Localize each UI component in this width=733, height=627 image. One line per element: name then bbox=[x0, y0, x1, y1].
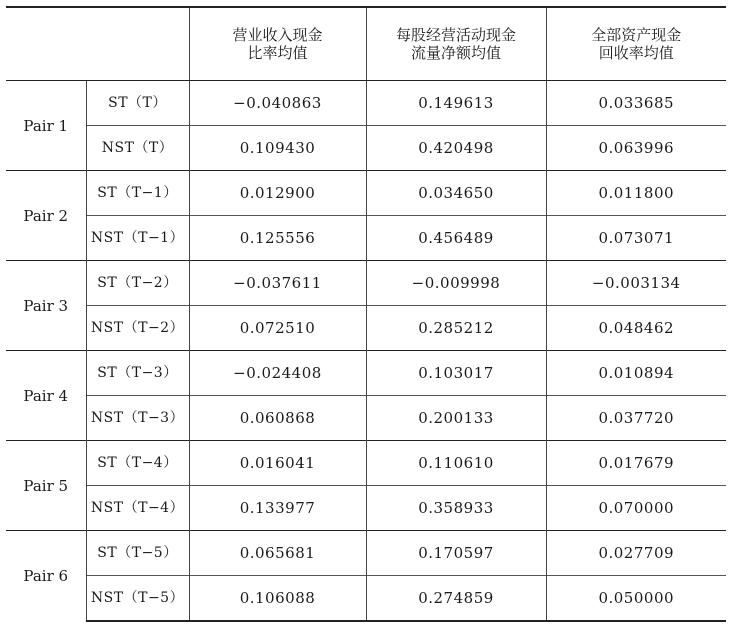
group-label: Pair 5 bbox=[6, 441, 86, 531]
table-cell: 0.027709 bbox=[546, 531, 726, 576]
header-cell bbox=[366, 7, 546, 81]
table-cell: 0.149613 bbox=[366, 81, 546, 126]
table-cell: 0.109430 bbox=[189, 126, 366, 171]
table-cell: 0.358933 bbox=[366, 486, 546, 531]
table-cell: 0.072510 bbox=[189, 306, 366, 351]
table-cell: −0.040863 bbox=[189, 81, 366, 126]
table-cell: 0.037720 bbox=[546, 396, 726, 441]
table-cell: 0.012900 bbox=[189, 171, 366, 216]
table-row bbox=[6, 306, 726, 351]
table-row bbox=[6, 81, 726, 126]
row-label: NST（T−1） bbox=[86, 216, 189, 261]
header-line: 每股经营活动现金 bbox=[395, 26, 516, 44]
header-corner bbox=[6, 7, 189, 81]
table-cell: 0.073071 bbox=[546, 216, 726, 261]
group-label: Pair 3 bbox=[6, 261, 86, 351]
header-line: 比率均值 bbox=[247, 44, 308, 62]
table-row bbox=[6, 531, 726, 576]
group-label: Pair 2 bbox=[6, 171, 86, 261]
table-row bbox=[6, 441, 726, 486]
table-cell: 0.010894 bbox=[546, 351, 726, 396]
group-label: Pair 6 bbox=[6, 531, 86, 622]
header-line: 回收率均值 bbox=[598, 44, 674, 62]
table-cell: 0.170597 bbox=[366, 531, 546, 576]
table-row bbox=[6, 486, 726, 531]
row-label: ST（T） bbox=[86, 81, 189, 126]
table-cell: 0.133977 bbox=[189, 486, 366, 531]
table-cell: 0.034650 bbox=[366, 171, 546, 216]
header-line: 全部资产现金 bbox=[591, 26, 682, 44]
table-row bbox=[6, 261, 726, 306]
table-cell: 0.070000 bbox=[546, 486, 726, 531]
table-cell: −0.003134 bbox=[546, 261, 726, 306]
row-label: ST（T−1） bbox=[86, 171, 189, 216]
row-label: ST（T−2） bbox=[86, 261, 189, 306]
table-cell: 0.033685 bbox=[546, 81, 726, 126]
table-cell: 0.106088 bbox=[189, 576, 366, 622]
table-cell: 0.060868 bbox=[189, 396, 366, 441]
table-cell: 0.285212 bbox=[366, 306, 546, 351]
table-row bbox=[6, 216, 726, 261]
table-cell: 0.063996 bbox=[546, 126, 726, 171]
header-cell bbox=[189, 7, 366, 81]
row-label: ST（T−4） bbox=[86, 441, 189, 486]
row-label: NST（T−3） bbox=[86, 396, 189, 441]
table-row bbox=[6, 126, 726, 171]
header-line: 流量净额均值 bbox=[410, 44, 501, 62]
table-row bbox=[6, 171, 726, 216]
table-cell: 0.048462 bbox=[546, 306, 726, 351]
table-container bbox=[6, 6, 726, 622]
table-cell: −0.009998 bbox=[366, 261, 546, 306]
group-label: Pair 4 bbox=[6, 351, 86, 441]
group-label: Pair 1 bbox=[6, 81, 86, 171]
row-label: NST（T−2） bbox=[86, 306, 189, 351]
table-row bbox=[6, 351, 726, 396]
table-cell: 0.103017 bbox=[366, 351, 546, 396]
table-cell: 0.065681 bbox=[189, 531, 366, 576]
table-cell: 0.016041 bbox=[189, 441, 366, 486]
row-label: ST（T−3） bbox=[86, 351, 189, 396]
table-row bbox=[6, 396, 726, 441]
header-line: 营业收入现金 bbox=[232, 26, 323, 44]
row-label: NST（T−5） bbox=[86, 576, 189, 622]
table-row bbox=[6, 576, 726, 622]
table-cell: −0.024408 bbox=[189, 351, 366, 396]
row-label: NST（T） bbox=[86, 126, 189, 171]
table-cell: 0.011800 bbox=[546, 171, 726, 216]
table-cell: 0.125556 bbox=[189, 216, 366, 261]
table-cell: 0.420498 bbox=[366, 126, 546, 171]
header-row bbox=[6, 7, 726, 81]
table-cell: 0.017679 bbox=[546, 441, 726, 486]
table-cell: 0.110610 bbox=[366, 441, 546, 486]
table-cell: 0.200133 bbox=[366, 396, 546, 441]
table-cell: 0.050000 bbox=[546, 576, 726, 622]
row-label: ST（T−5） bbox=[86, 531, 189, 576]
data-table bbox=[6, 6, 726, 622]
row-label: NST（T−4） bbox=[86, 486, 189, 531]
table-cell: 0.274859 bbox=[366, 576, 546, 622]
header-cell bbox=[546, 7, 726, 81]
table-cell: 0.456489 bbox=[366, 216, 546, 261]
table-cell: −0.037611 bbox=[189, 261, 366, 306]
